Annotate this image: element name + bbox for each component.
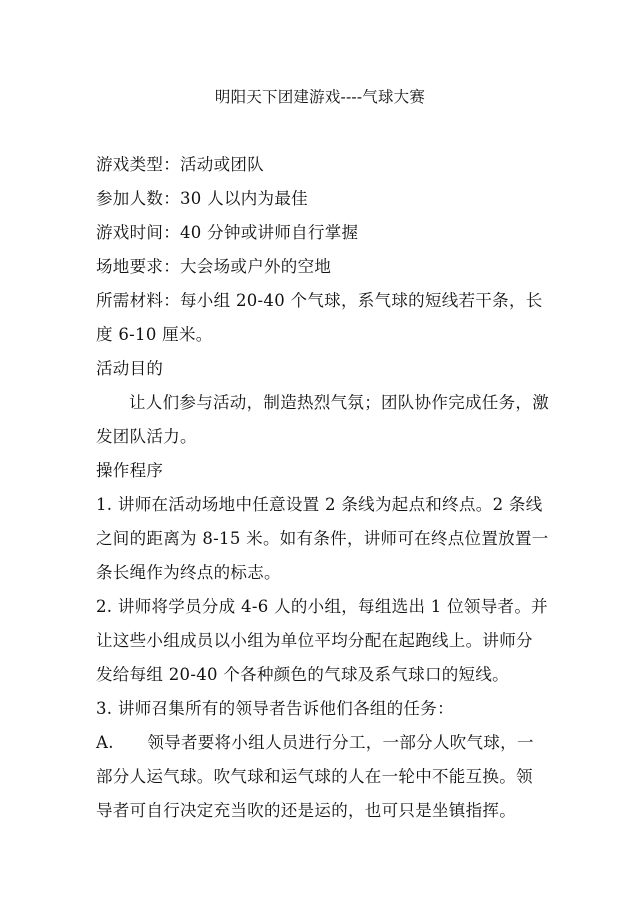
field-text: 场地要求：大会场或户外的空地 xyxy=(96,257,332,276)
procedure-step-2 xyxy=(96,590,548,692)
paragraph-line: 3. 讲师召集所有的领导者告诉他们各组的任务： xyxy=(96,699,454,718)
paragraph-line: A. 领导者要将小组人员进行分工，一部分人吹气球，一 xyxy=(96,733,534,752)
field-text: 游戏时间：40 分钟或讲师自行掌握 xyxy=(96,223,359,242)
paragraph-line: 发给每组 20-40 个各种颜色的气球及系气球口的短线。 xyxy=(96,665,509,684)
field-text: 参加人数：30 人以内为最佳 xyxy=(96,189,308,208)
field-venue xyxy=(96,250,548,284)
field-participants xyxy=(96,182,548,216)
procedure-step-a xyxy=(96,726,548,828)
purpose-paragraph xyxy=(96,386,548,420)
heading-text: 活动目的 xyxy=(96,359,164,378)
procedure-step-3 xyxy=(96,692,548,726)
paragraph-line: 所需材料：每小组 20-40 个气球，系气球的短线若干条，长 xyxy=(96,291,543,310)
heading-text: 操作程序 xyxy=(96,461,164,480)
procedure-step-1 xyxy=(96,488,548,590)
paragraph-line: 让人们参与活动，制造热烈气氛；团队协作完成任务，激 xyxy=(129,393,549,412)
section-heading-purpose xyxy=(96,352,548,386)
paragraph-line: 部分人运气球。吹气球和运气球的人在一轮中不能互换。领 xyxy=(96,767,533,786)
paragraph-line: 之间的距离为 8-15 米。如有条件，讲师可在终点位置放置一 xyxy=(96,529,549,548)
paragraph-line: 度 6-10 厘米。 xyxy=(96,325,213,344)
paragraph-line: 导者可自行决定充当吹的还是运的，也可只是坐镇指挥。 xyxy=(96,801,516,820)
field-duration xyxy=(96,216,548,250)
document-title: 明阳天下团建游戏----气球大赛 xyxy=(214,88,426,106)
section-heading-procedure xyxy=(96,454,548,488)
paragraph-line: 2. 讲师将学员分成 4-6 人的小组，每组选出 1 位领导者。并 xyxy=(96,597,548,616)
paragraph-line: 让这些小组成员以小组为单位平均分配在起跑线上。讲师分 xyxy=(96,631,533,650)
purpose-paragraph-cont xyxy=(96,420,548,454)
field-game-type xyxy=(96,148,548,182)
paragraph-line: 条长绳作为终点的标志。 xyxy=(96,563,281,582)
paragraph-line: 发团队活力。 xyxy=(96,427,197,446)
paragraph-line: 1. 讲师在活动场地中任意设置 2 条线为起点和终点。2 条线 xyxy=(96,495,543,514)
field-materials xyxy=(96,284,548,352)
field-text: 游戏类型：活动或团队 xyxy=(96,155,264,174)
document-body xyxy=(96,148,548,828)
